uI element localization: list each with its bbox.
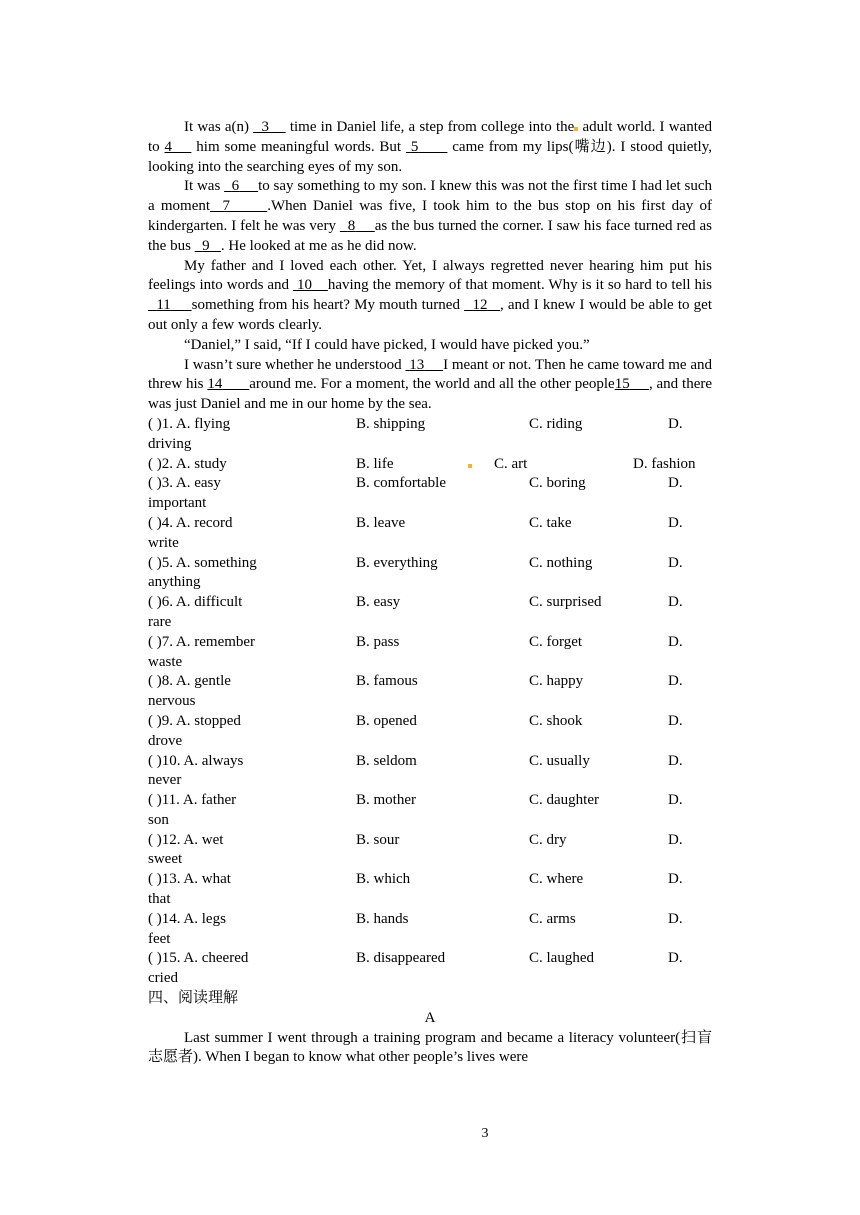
option-d: D. fashion — [633, 455, 696, 472]
option-c: C. usually — [529, 752, 590, 769]
option-c: C. dry — [529, 831, 567, 848]
text: him some meaningful words. But — [191, 138, 406, 155]
question-stem: ( )11. A. father — [148, 792, 237, 809]
text: I wasn’t sure whether he understood — [184, 356, 406, 373]
question-row — [148, 870, 712, 890]
question-row — [148, 791, 712, 811]
blank-5 — [406, 139, 447, 155]
option-b: B. mother — [356, 792, 416, 809]
option-d: D. — [668, 712, 683, 729]
blank-15 — [615, 376, 649, 392]
option-c: C. where — [529, 871, 584, 888]
question-row — [148, 554, 712, 574]
option-d: D. — [668, 594, 683, 611]
option-b: B. which — [356, 871, 411, 888]
question-stem: ( )13. A. what — [148, 871, 231, 888]
option-c: C. daughter — [529, 792, 599, 809]
blank-number: 6 — [231, 178, 240, 195]
option-b: B. famous — [356, 673, 418, 690]
option-d-wrap: write — [148, 534, 179, 551]
option-c: C. arms — [529, 910, 576, 927]
option-c: C. nothing — [529, 554, 593, 571]
text: came from my lips(嘴边). I stood quietly, looking into the searching eyes of my son. — [148, 138, 713, 175]
question-row — [148, 633, 712, 653]
page-number: 3 — [481, 1126, 489, 1141]
option-d-wrap: feet — [148, 930, 171, 947]
option-b: B. seldom — [356, 752, 417, 769]
question-stem: ( )5. A. something — [148, 554, 257, 571]
option-c: C. take — [529, 514, 572, 531]
blank-6 — [224, 178, 258, 194]
option-b: B. opened — [356, 712, 417, 729]
passage-paragraph-3 — [148, 257, 712, 336]
option-d-wrap: driving — [148, 435, 192, 452]
reading-paragraph: Last summer I went through a training program and became a literacy volunteer(扫盲志愿者). When I began to know what other people’s lives were — [148, 1029, 712, 1066]
option-c: C. riding — [529, 415, 583, 432]
question-row — [148, 474, 712, 494]
text: , and there was just Daniel and me in our home by the sea. — [148, 376, 713, 413]
text: My father and I loved each other. Yet, I always regretted never hearing him put his feelings into words and — [148, 257, 712, 294]
option-c: C. forget — [529, 633, 583, 650]
option-b: B. disappeared — [356, 950, 446, 967]
blank-3 — [253, 119, 286, 135]
text: . He looked at me as he did now. — [220, 237, 417, 254]
blank-number: 14 — [207, 376, 223, 393]
blank-number: 13 — [409, 356, 425, 373]
option-c: C. shook — [529, 712, 583, 729]
option-b: B. life — [356, 455, 394, 472]
question-stem: ( )10. A. always — [148, 752, 244, 769]
blank-number: 9 — [202, 237, 210, 254]
blank-number: 8 — [347, 217, 356, 234]
option-d: D. — [668, 910, 683, 927]
option-d: D. — [668, 673, 683, 690]
question-stem: ( )7. A. remember — [148, 633, 256, 650]
passage-paragraph-4: “Daniel,” I said, “If I could have picked, I would have picked you.” — [184, 336, 590, 353]
document-body — [148, 118, 712, 1068]
section-heading: 四、阅读理解 — [148, 990, 239, 1007]
blank-12 — [464, 297, 500, 313]
option-b: B. comfortable — [356, 475, 446, 492]
option-d: D. — [668, 871, 683, 888]
option-d: D. — [668, 554, 683, 571]
question-row — [148, 672, 712, 692]
option-d-wrap: drove — [148, 732, 183, 749]
text: something from his heart? My mouth turned — [191, 297, 465, 314]
blank-number: 5 — [410, 138, 419, 155]
option-b: B. leave — [356, 514, 406, 531]
question-row — [148, 415, 712, 435]
blank-9 — [195, 238, 221, 254]
blank-number: 11 — [156, 297, 171, 314]
passage-paragraph-2 — [148, 177, 712, 256]
text: time in Daniel life, a step from college into the — [285, 119, 575, 135]
option-d-wrap: cried — [148, 970, 178, 987]
question-row — [148, 910, 712, 930]
question-stem: ( )14. A. legs — [148, 910, 226, 927]
option-c: C. art — [494, 455, 528, 472]
option-b: B. everything — [356, 554, 438, 571]
option-d-wrap: nervous — [148, 693, 196, 710]
question-stem: ( )12. A. wet — [148, 831, 224, 848]
question-stem: ( )6. A. difficult — [148, 594, 243, 611]
blank-number: 10 — [296, 277, 312, 294]
blank-number: 3 — [261, 119, 269, 135]
question-row — [148, 949, 712, 969]
option-d-wrap: important — [148, 495, 207, 512]
option-b: B. shipping — [356, 415, 426, 432]
option-d: D. — [668, 752, 683, 769]
passage-paragraph-5 — [148, 356, 712, 415]
option-d: D. — [668, 415, 683, 432]
option-c: C. surprised — [529, 594, 602, 611]
option-c: C. happy — [529, 673, 584, 690]
option-d-wrap: sweet — [148, 851, 183, 868]
option-d-wrap: that — [148, 891, 171, 908]
text: as the bus turned the corner. I saw his face turned red as the bus — [148, 217, 713, 254]
blank-number: 4 — [164, 138, 173, 155]
blank-11 — [148, 297, 192, 313]
question-stem: ( )3. A. easy — [148, 475, 221, 492]
option-d: D. — [668, 514, 683, 531]
question-row — [148, 712, 712, 732]
blank-number: 12 — [472, 297, 488, 314]
option-d: D. — [668, 633, 683, 650]
question-row — [148, 831, 712, 851]
blank-4 — [165, 139, 192, 155]
text: to say something to my son. I knew this was not the first time I had let such a moment — [148, 178, 713, 215]
option-d-wrap: rare — [148, 613, 172, 630]
option-b: B. sour — [356, 831, 400, 848]
option-d-wrap: son — [148, 811, 169, 828]
question-stem: ( )8. A. gentle — [148, 673, 231, 690]
question-stem: ( )1. A. flying — [148, 415, 231, 432]
blank-number: 15 — [614, 376, 630, 393]
option-d-wrap: waste — [148, 653, 183, 670]
text: It was a(n) — [184, 119, 254, 135]
text: It was — [184, 178, 225, 195]
option-b: B. easy — [356, 594, 401, 611]
option-d-wrap: never — [148, 772, 182, 789]
question-stem: ( )9. A. stopped — [148, 712, 241, 729]
question-row — [148, 514, 712, 534]
passage-paragraph-1 — [148, 118, 712, 177]
option-c: C. boring — [529, 475, 586, 492]
option-b: B. hands — [356, 910, 409, 927]
blank-10 — [293, 277, 328, 293]
highlight-marker-icon — [468, 464, 472, 468]
question-list — [148, 415, 712, 989]
question-row — [148, 593, 712, 613]
passage-label: A — [424, 1009, 436, 1026]
option-d: D. — [668, 475, 683, 492]
option-d: D. — [668, 831, 683, 848]
text: , and I knew I would be able to get out only a few words clearly. — [148, 297, 713, 333]
option-c: C. laughed — [529, 950, 594, 967]
blank-8 — [340, 218, 375, 234]
text: around me. For a moment, the world and all the other people — [249, 376, 615, 393]
option-d: D. — [668, 950, 683, 967]
text: .When Daniel was five, I took him to the bus stop on his first day of kindergarten. I felt he was very — [148, 198, 712, 234]
text: adult world. I wanted to — [148, 119, 713, 155]
text: having the memory of that moment. Why is it so hard to tell his — [327, 277, 713, 294]
question-stem: ( )2. A. study — [148, 455, 227, 472]
question-stem: ( )4. A. record — [148, 514, 233, 531]
blank-7 — [210, 198, 267, 214]
question-row — [148, 455, 712, 475]
option-d: D. — [668, 792, 683, 809]
question-row — [148, 752, 712, 772]
blank-14 — [207, 376, 249, 392]
blank-number: 7 — [222, 198, 230, 215]
blank-13 — [405, 357, 443, 373]
question-stem: ( )15. A. cheered — [148, 950, 249, 967]
option-d-wrap: anything — [148, 574, 201, 591]
option-b: B. pass — [356, 633, 400, 650]
text: I meant or not. Then he came toward me and threw his — [148, 356, 713, 393]
